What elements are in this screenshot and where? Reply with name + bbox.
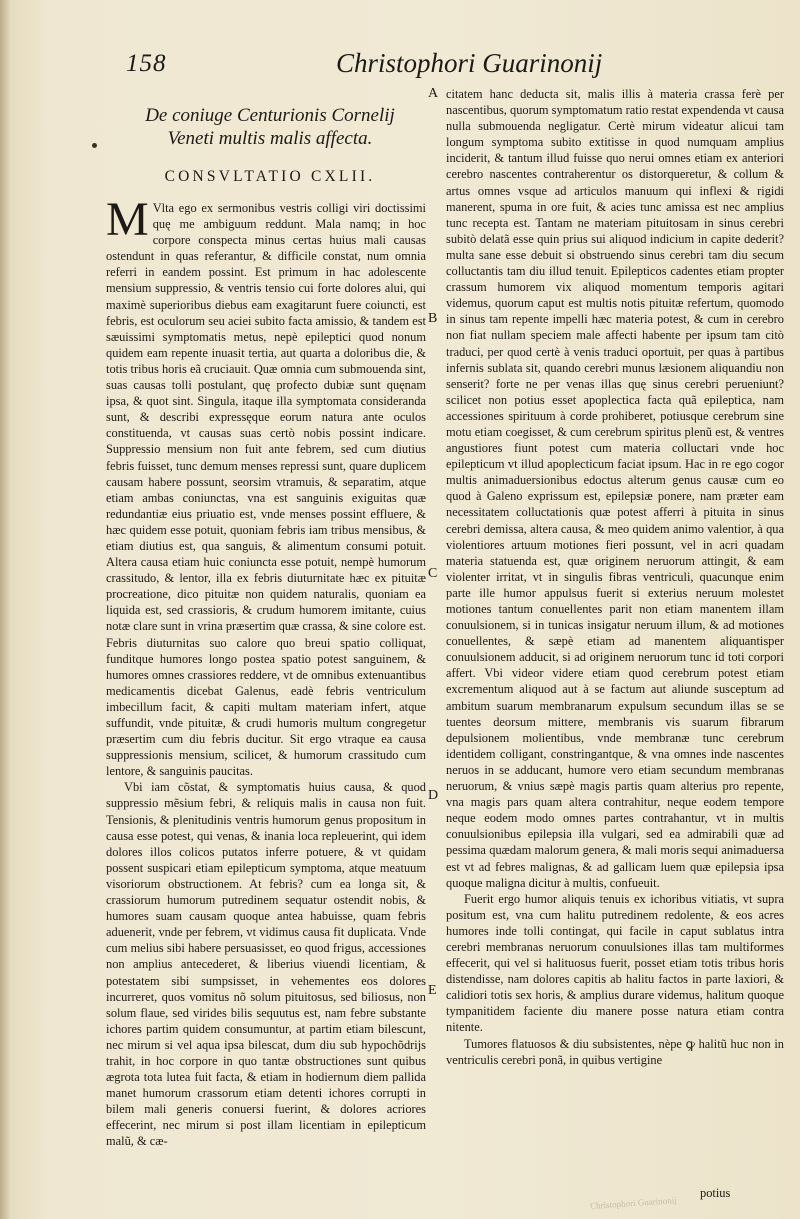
right-column: [446, 86, 784, 1068]
drop-cap: M: [106, 193, 149, 246]
watermark: Christophori Guarinonij: [589, 1194, 677, 1212]
left-paragraph-1: [106, 193, 426, 779]
running-head: Christophori Guarinonij: [336, 48, 603, 78]
consultatio-heading: CONSVLTATIO CXLII.: [164, 168, 376, 185]
left-paragraph-1-text: Vlta ego ex sermonibus vestris colligi viri doctissimi quę me ambiguum reddunt. Mala namq; in hoc corpore conspecta minus certas huius mali causas ostendunt in quas referantur, & difficile constat, num omnia referri in eandem possint. Est primum in hac adolescente mensium suppressio, & ventris tensio cui forte dolores alui, qui maximè superioribus diebus eam exagitarunt fuere coiuncti, est febris, est oculorum seu aciei subito facta amissio, & tandem est sæuissimi symptomatis metus, nepè epileptici quod nonum quidem eam repente inuasit tertia, aut quarta a doloribus die, & totis tribus horis eã cruciauit. Quæ omnia cum submouenda sint, suas causas tolli postulant, quę profecto dubiæ sunt quęnam ipsa, & quot sint. Singula, itaque illa symptomata consideranda sunt, & describi expressęque eorum natura ante oculos constituenda, vt causas suas certò nobis possint indicare. Suppressio mensium non fuit ante febrem, sed cum diutius febris fuisset, tunc demum menses repressi sunt, quare duplicem causam habere possunt, seorsim vtramuis, & separatim, atque etiam ambas coniunctas, vna est sanguinis exiguitas quæ redundantiæ eius priuatio est, vnde menses possint effluere, & hæc quidem esse potuit, quoniam febris iam tribus mensibus, & etiam diutius est, qua sanguis, & alimentum consumi potuit. Altera causa etiam huic coniuncta esse potuit, nempè humorum crassitudo, & lentor, illa ex febris diuturnitate hæc ex pituitæ procreatione, dico pituitæ non quidem naturalis, quoniam ea liquida est, sed crassioris, & crudum humorem imitante, cuius notæ clare sunt in vrina præsertim quæ crassa, & sine colore est. Febris diuturnitas suo calore quo breui spatio colliquat, funditque humores longo postea spatio potest sanguinem, & humores omnes crassiores reddere, vt de omnibus extenuantibus medicamentis dicebat Galenus, eadè febris ventriculum imbecillum facit, & capiti multam materiam infert, atque suffundit, vnde pituitæ, & crudi humoris multum congregetur præsertim cum diu febris ducitur. Sit ergo vtraque ea causa suppressionis mensium, scilicet, & humorum crassitudo cum lentore, & sanguinis paucitas.: [106, 201, 426, 779]
margin-dot: [92, 143, 97, 148]
book-gutter: [0, 0, 10, 1219]
page-number: 158: [126, 50, 167, 77]
section-title: De coniuge Centurionis Cornelij Veneti multis malis affecta.: [145, 105, 395, 149]
right-paragraph-3: Tumores flatuosos & diu subsistentes, nèpe ꝙ halitũ huc non in ventriculis cerebri ponã, in quibus vertigine: [446, 1036, 784, 1067]
margin-letter-a: A: [428, 86, 439, 101]
margin-letter-e: E: [428, 983, 437, 998]
left-column: [106, 193, 426, 1150]
right-paragraph-2: Fuerit ergo humor aliquis tenuis ex ichoribus vitiatis, vt supra positum est, vna cum halitu putredinem redolente, & eos acres humores inde tolli contingat, qui facile in caput sublatus intra cerebri membranas neruorum conuulsiones illas tam multiformes effecerit, qui vel si halituosus fuerit, posset etiam totis tribus horis distendisse, nam dolores capitis ab halitu factos in parte laxiori, & calidiori totis sex horis, & amplius durare videmus, halitum quoque tympanitidem faciente diu manere posse natura etiam contra nitente.: [446, 891, 784, 1035]
catchword: potius: [700, 1186, 731, 1200]
left-paragraph-2: Vbi iam cõstat, & symptomatis huius causa, & quod suppressio mẽsium febri, & reliquis malis in causa non fuit. Tensionis, & plenitudinis ventris humorum genus propositum in causa esse potest, qui venas, & inania loca repleuerint, qui idem dolores illos colicos putatos inferre potuere, & vt quidam possent suspicari etiam epilepticum symptoma, atque meatuum visoriorum obstructionem. At febris? cum ea longa sit, & crassiorum humorum putredinem sequatur ostendit nobis, & humores suam causam quoque antea habuisse, quam febris aduenerit, vnde per febrem, vt vidimus causa fit duplicata. Vnde cum melius sibi habere persuasisset, eo quod frigus, accessiones non amplius antecederet, & liberius viuendi licentiam, & potestatem sibi sumpsisset, in vehementes eos dolores incurreret, quos vomitus nõ solum pituitosus, sed biliosus, non solum flaue, sed virides bilis sequutus est, nam febre substante ichores partim quidem consumuntur, at partim etiam bilescunt, nec mirum si vel aqua ipsa bilescat, dum diu sub hypochõdrijs trahit, in hoc corpore in quo tantæ obstructiones sunt quibus ægrota tota lutea fuit facta, & etiam in hodiernum diem pallida manet humorum crassorum etiam detenti ichores corrupti in bilem mali generis conuersi fuerint, & dolores acriores effecerint, nec mirum si post illam licentiam in epilepticum malũ, & cæ-: [106, 780, 426, 1149]
margin-letter-d: D: [428, 788, 439, 803]
margin-letter-b: B: [428, 311, 438, 326]
right-paragraph-1: citatem hanc deducta sit, malis illis à materia crassa ferè per nascentibus, quorum symptomatum ratio restat expendenda vt causa nulla submouenda negligatur. Certè mirum videatur alicui tam longum symptoma subito extitisse in quod numquam amplius inciderit, & tantum illud fuisse quo nerui omnes etiam ex anteriori cerebro nascentes contraherentur os distorqueretur, & collum & artus omnes vsque ad articulos manuum qui inflexi & rigidi manerent, spuma in ore fuit, & acies tunc amissa est nec amplius tunc recepta est. Tantam ne materiam pituitosam in sinus cerebri subitò delatã esse quin prius sui aliquod indicium in capite dederit? multa sane esse debuit si obstruendo sinus cerebri tam diu secum colluctantis tam diu illud tenuit. Epilepticos cadentes etiam propter crassum humorem vix aliquod momentum temporis agitari videmus, quorum caput est multis notis pituitæ refertum, quomodo in sinus tam repente impelli hæc materia potest, & cum in cerebro non fiat nullam speciem male affecti habente per ipsum tam citò traduci, per quod certè à venis traduci oportuit, per quas à partibus infernis sublata sit, quando cerebri munus læsionem aliquandiu non senserit? forte ne per venas illas quę sinus cerebri perueniunt? scilicet non potius esset apoplectica facta quã epileptica, nam accessiones spirituum à corde prohiberet, potiusque cerebrum sine motu etiam coegisset, & cum cerebrum spiritus plenũ est, & ventres angustiores fiunt potest cum materia colluctari vnde hoc epilepticum vt illud apoplecticum faciat ipsum. Hac in re ego cogor multis animaduersionibus edoctus alterum genus causæ cum eo quod à Galeno exprissum est, epilepsiæ ponere, nam præter eam necessitatem colluctationis quæ potest afferri à pituita in sinus cerebri demissa, altera causa, & meo quidem animo valentior, à qua violentiores artuum motiones fieri possunt, vel in acri quadam materia statuenda est, quæ originem neruorum attingit, & eam violenter irritat, vt in singulis fibras ventriculi, quacunque enim parte ille humor appulsus fuerit si exterius neruum molestet motiones tantum conuellentes parit non etiam manentem illam conuulsionem, si in tunicas insigatur neruum illum, & ad motiones conuellentes, & sæpè etiam ad manentem aliquantisper conuulsionem adducit, si ad originem neruorum tunc id toti corpori affert. Vbi videor videre etiam quod cerebrum potest etiam excrementum aliquod aut à se factum aut aliunde susceptum ad ambitum suarum membranarum expulsum secundum illas se se tuentes deorsum mittere, membranis vis suarum fibrarum depulsionem molientibus, vnde membranæ tunc cerebrum identidem colligant, constringantque, & vna omnes inde nascentes neruos in se adducant, humore vero etiam secundum membranas neruorum, & vnius sæpè magis partis quam alterius pro repente, vna magis pars quam altera contrahitur, neque eodem tempore neque eodem modo omnes partes contrahantur, vt in multis conuulsionibus epilepsia illa vulgari, sed ea admirabili quæ ad pessima quædam malorum genera, & mali moris sequi animaduersa est vt ad febres malignas, & ad gallicam luem quæ epilepsia ipsa quoque maligna dicitur à multis, confueuit.: [446, 87, 784, 890]
margin-letter-c: C: [428, 566, 438, 581]
